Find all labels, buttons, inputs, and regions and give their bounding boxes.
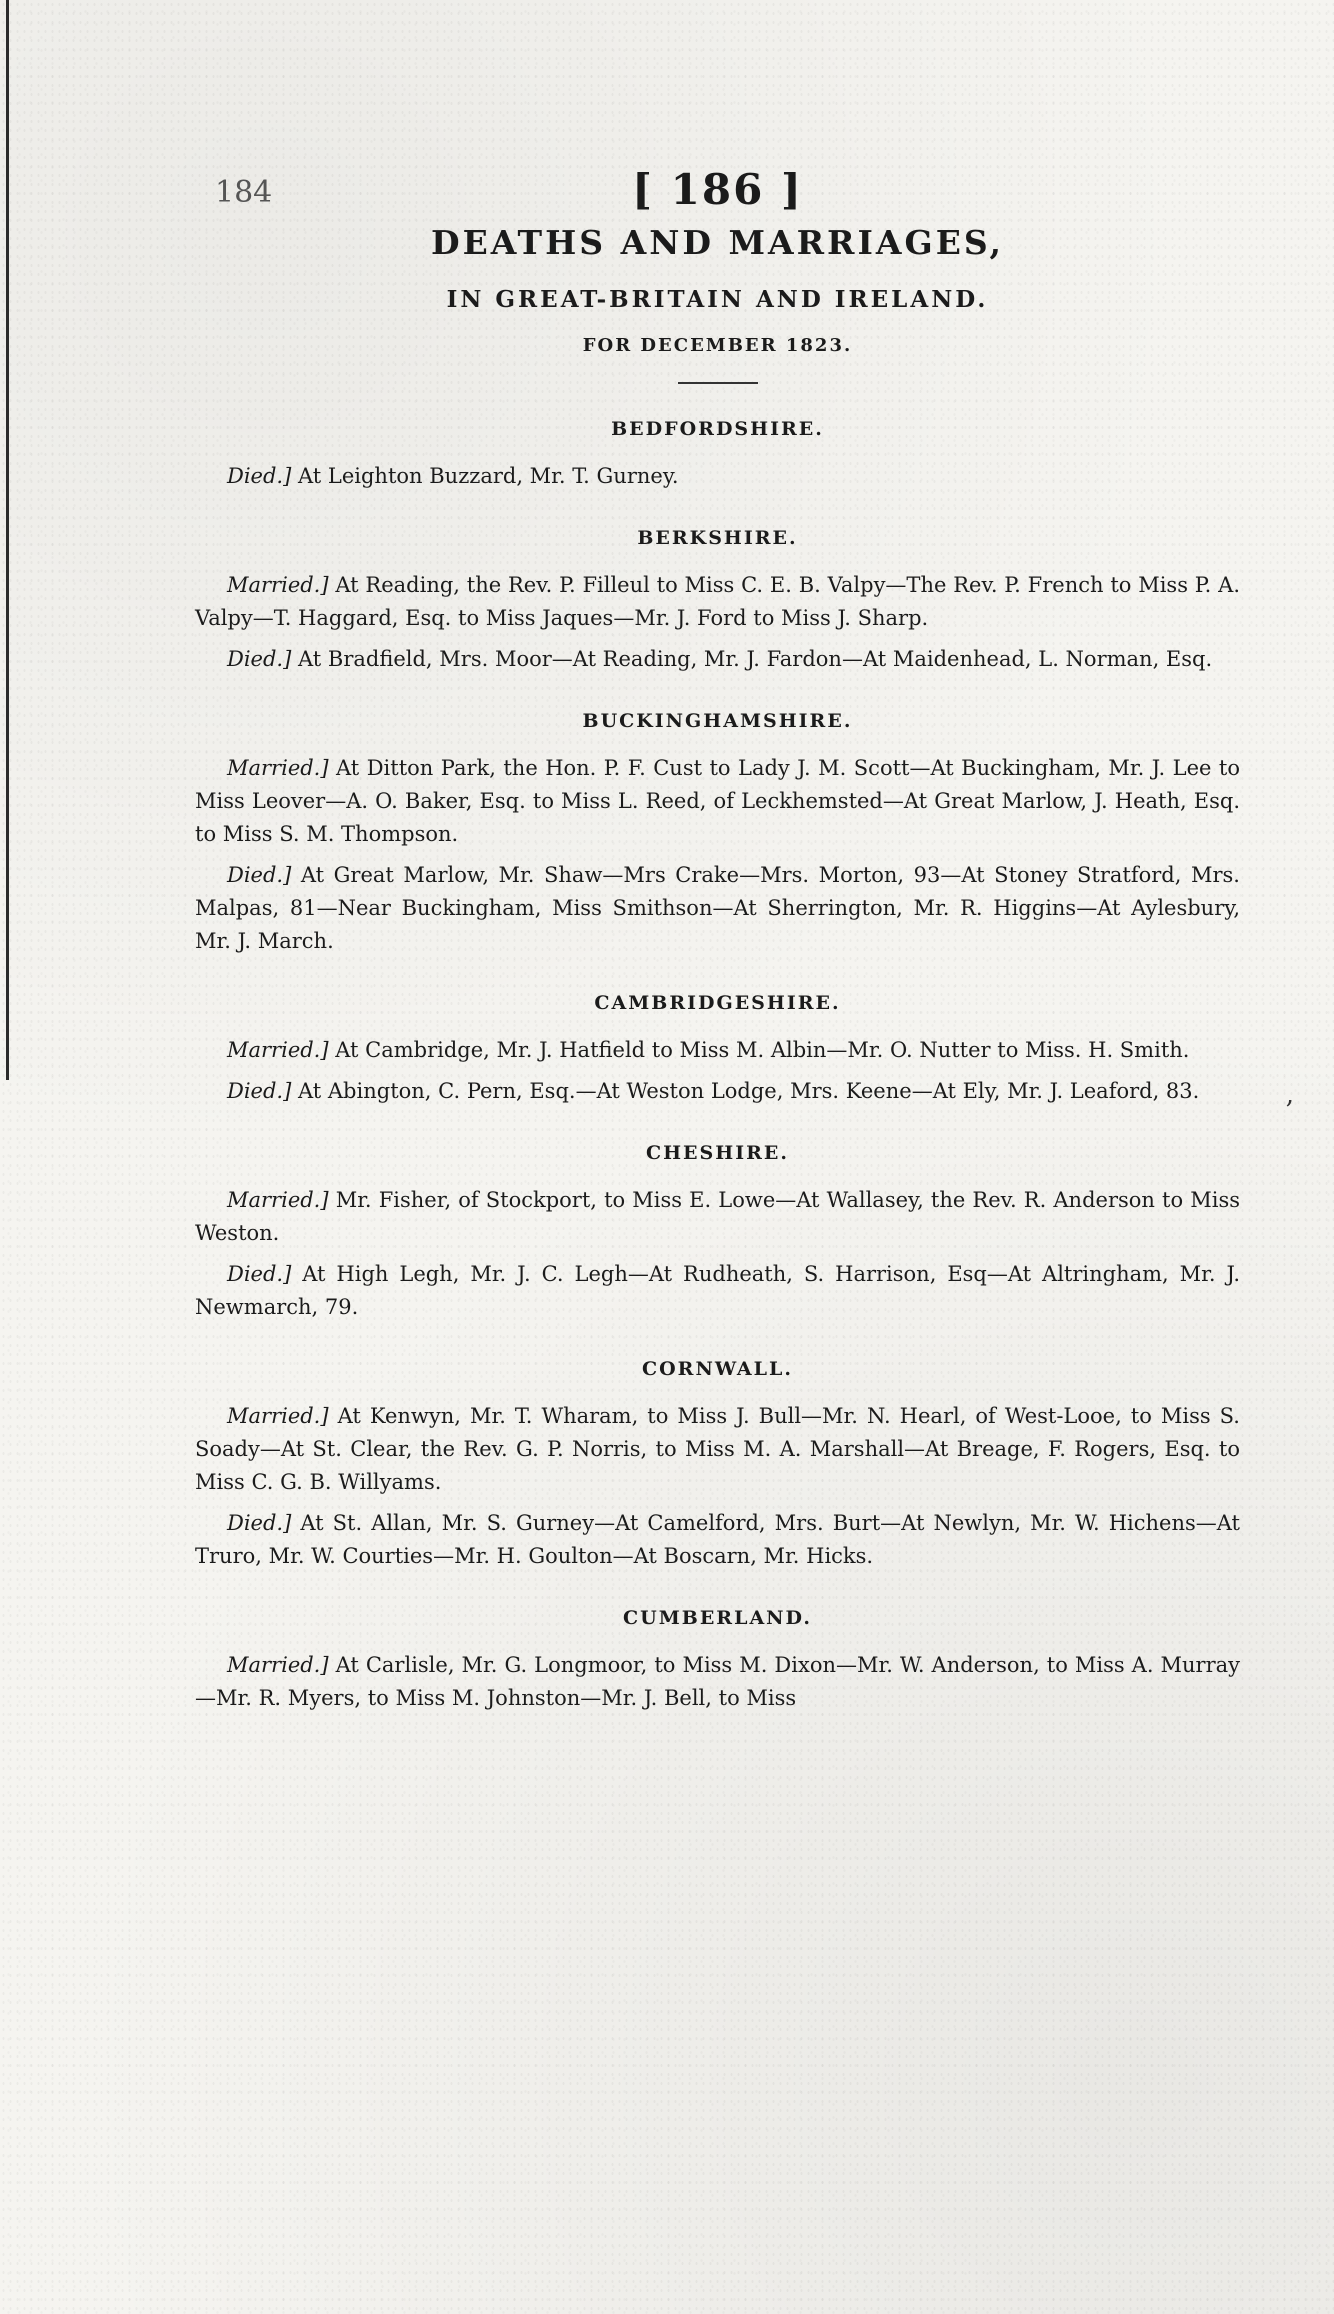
- binding-edge: [6, 0, 9, 1080]
- entry-married: [195, 569, 1240, 635]
- entry-died: [195, 1075, 1240, 1108]
- section-bedfordshire: [195, 418, 1240, 493]
- entry-text: At Leighton Buzzard, Mr. T. Gurney.: [297, 464, 679, 488]
- entry-text: At Great Marlow, Mr. Shaw—Mrs Crake—Mrs. Morton, 93—At Stoney Stratford, Mrs. Malpas, 81—Near Buckingham, Miss Smithson—At Sherrington, Mr. R. Higgins—At Aylesbury, Mr. J. March.: [195, 863, 1240, 953]
- entry-married: [195, 1400, 1240, 1499]
- entry-text: At Abington, C. Pern, Esq.—At Weston Lodge, Mrs. Keene—At Ely, Mr. J. Leaford, 83.: [297, 1079, 1200, 1103]
- entry-text: At Bradfield, Mrs. Moor—At Reading, Mr. J. Fardon—At Maidenhead, L. Norman, Esq.: [297, 647, 1213, 671]
- entry-label: Died.]: [227, 464, 292, 488]
- section-cambridgeshire: [195, 992, 1240, 1108]
- section-heading: BUCKINGHAMSHIRE.: [582, 710, 853, 732]
- date-line: FOR DECEMBER 1823.: [582, 335, 853, 356]
- entry-label: Died.]: [227, 647, 292, 671]
- entry-married: [195, 1184, 1240, 1250]
- entry-married: [195, 752, 1240, 851]
- page-number: [ 186 ]: [632, 165, 803, 214]
- entry-died: [195, 1507, 1240, 1573]
- entry-text: At Reading, the Rev. P. Filleul to Miss C. E. B. Valpy—The Rev. P. French to Miss P. A. Valpy—T. Haggard, Esq. to Miss Jaques—Mr. J. Ford to Miss J. Sharp.: [195, 573, 1240, 630]
- entry-text: At High Legh, Mr. J. C. Legh—At Rudheath, S. Harrison, Esq—At Altringham, Mr. J. Newmarch, 79.: [195, 1262, 1240, 1319]
- entry-text: At Ditton Park, the Hon. P. F. Cust to Lady J. M. Scott—At Buckingham, Mr. J. Lee to Miss Leover—A. O. Baker, Esq. to Miss L. Reed, of Leckhemsted—At Great Marlow, J. Heath, Esq. to Miss S. M. Thompson.: [195, 756, 1240, 846]
- title-block: [195, 223, 1240, 384]
- entry-label: Died.]: [227, 1511, 292, 1535]
- section-cornwall: [195, 1358, 1240, 1573]
- entry-label: Married.]: [227, 1404, 329, 1428]
- section-cheshire: [195, 1142, 1240, 1324]
- entry-died: [195, 859, 1240, 958]
- entry-label: Married.]: [227, 756, 329, 780]
- section-berkshire: [195, 527, 1240, 676]
- entry-died: [195, 1258, 1240, 1324]
- title-rule: [678, 382, 758, 384]
- page-subtitle: IN GREAT-BRITAIN AND IRELAND.: [446, 286, 989, 313]
- page-header: [195, 165, 1240, 215]
- folio-number: 184: [215, 175, 273, 210]
- entry-label: Married.]: [227, 1188, 329, 1212]
- page-title: DEATHS AND MARRIAGES,: [430, 223, 1004, 262]
- stray-mark: ,: [1285, 1080, 1294, 1110]
- section-heading: CUMBERLAND.: [623, 1607, 812, 1629]
- entry-died: [195, 643, 1240, 676]
- section-heading: BERKSHIRE.: [637, 527, 798, 549]
- entry-died: [195, 460, 1240, 493]
- section-heading: CORNWALL.: [641, 1358, 794, 1380]
- section-cumberland: [195, 1607, 1240, 1715]
- entry-label: Died.]: [227, 1262, 292, 1286]
- entry-label: Died.]: [227, 863, 292, 887]
- section-heading: CHESHIRE.: [645, 1142, 789, 1164]
- text-column: [195, 165, 1240, 1723]
- entry-text: At Cambridge, Mr. J. Hatfield to Miss M. Albin—Mr. O. Nutter to Miss. H. Smith.: [335, 1038, 1190, 1062]
- entry-text: Mr. Fisher, of Stockport, to Miss E. Lowe—At Wallasey, the Rev. R. Anderson to Miss Weston.: [195, 1188, 1241, 1245]
- entry-label: Married.]: [227, 1038, 329, 1062]
- entry-label: Married.]: [227, 1653, 329, 1677]
- entry-married: [195, 1649, 1240, 1715]
- entry-text: At Carlisle, Mr. G. Longmoor, to Miss M. Dixon—Mr. W. Anderson, to Miss A. Murray—Mr. R. Myers, to Miss M. Johnston—Mr. J. Bell, to Miss: [195, 1653, 1240, 1710]
- entry-married: [195, 1034, 1240, 1067]
- section-heading: CAMBRIDGESHIRE.: [594, 992, 841, 1014]
- entry-label: Died.]: [227, 1079, 292, 1103]
- section-buckinghamshire: [195, 710, 1240, 958]
- entry-text: At Kenwyn, Mr. T. Wharam, to Miss J. Bull—Mr. N. Hearl, of West-Looe, to Miss S. Soady—At St. Clear, the Rev. G. P. Norris, to Miss M. A. Marshall—At Breage, F. Rogers, Esq. to Miss C. G. B. Willyams.: [195, 1404, 1240, 1494]
- section-heading: BEDFORDSHIRE.: [611, 418, 824, 440]
- entry-text: At St. Allan, Mr. S. Gurney—At Camelford, Mrs. Burt—At Newlyn, Mr. W. Hichens—At Truro, Mr. W. Courties—Mr. H. Goulton—At Boscarn, Mr. Hicks.: [195, 1511, 1240, 1568]
- entry-label: Married.]: [227, 573, 329, 597]
